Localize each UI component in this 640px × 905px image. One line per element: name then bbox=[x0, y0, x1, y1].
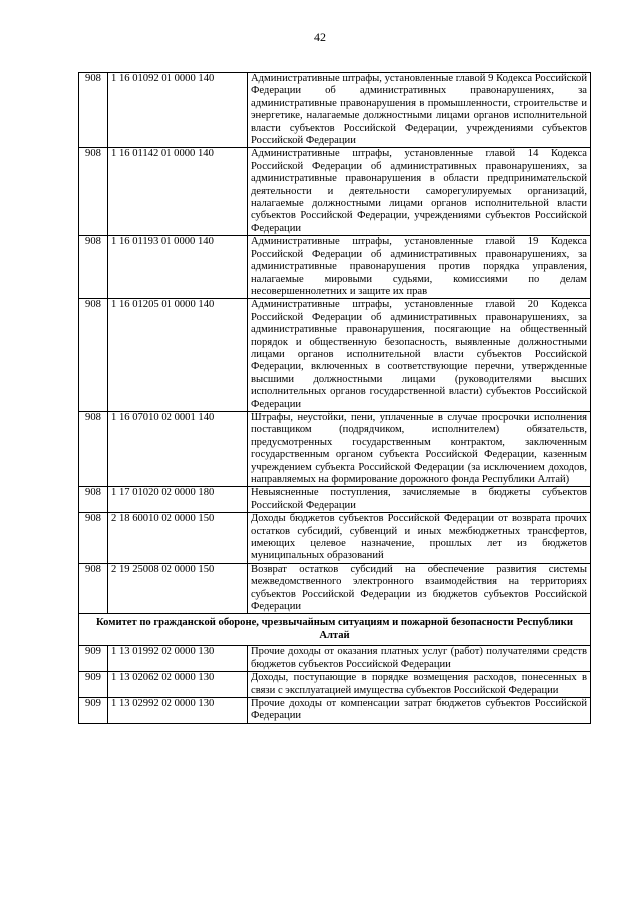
description-cell: Административные штрафы, установленные главой 19 Кодекса Российской Федерации об административных правонарушениях, за административные правонарушения против порядка управления, налагаемые мировыми судьями, комиссиями по делам несовершеннолетних и защите их прав bbox=[248, 236, 591, 299]
description-cell: Возврат остатков субсидий на обеспечение развития системы межведомственного электронного взаимодействия на территориях субъектов Российской Федерации из бюджетов субъектов Российской Федерации bbox=[248, 563, 591, 614]
admin-code-cell: 908 bbox=[79, 148, 108, 236]
admin-code-cell: 908 bbox=[79, 299, 108, 412]
budget-code-cell: 1 16 01092 01 0000 140 bbox=[108, 73, 248, 148]
description-cell: Доходы бюджетов субъектов Российской Федерации от возврата прочих остатков субсидий, субвенций и иных межбюджетных трансфертов, имеющих целевое назначение, прошлых лет из бюджетов муниципальных образований bbox=[248, 513, 591, 564]
table-row bbox=[79, 697, 591, 723]
description-cell: Административные штрафы, установленные главой 14 Кодекса Российской Федерации об административных правонарушениях, за административные правонарушения в области предпринимательской деятельности и деятельности саморегулируемых организаций, налагаемые должностными лицами органов исполнительной власти субъектов Российской Федерации, учреждениями субъектов Российской Федерации bbox=[248, 148, 591, 236]
admin-code-cell: 908 bbox=[79, 236, 108, 299]
table-row bbox=[79, 487, 591, 513]
budget-code-cell: 1 13 02992 02 0000 130 bbox=[108, 697, 248, 723]
budget-revenue-table bbox=[78, 72, 591, 724]
budget-code-cell: 1 13 01992 02 0000 130 bbox=[108, 646, 248, 672]
table-row bbox=[79, 411, 591, 486]
admin-code-cell: 909 bbox=[79, 646, 108, 672]
description-cell: Административные штрафы, установленные главой 9 Кодекса Российской Федерации об административных правонарушениях, за административные правонарушения в промышленности, строительстве и энергетике, налагаемые должностными лицами органов исполнительной власти субъектов Российской Федерации, учреждениями субъектов Российской Федерации bbox=[248, 73, 591, 148]
description-cell: Доходы, поступающие в порядке возмещения расходов, понесенных в связи с эксплуатацией имущества субъектов Российской Федерации bbox=[248, 672, 591, 698]
admin-code-cell: 908 bbox=[79, 411, 108, 486]
description-cell: Административные штрафы, установленные главой 20 Кодекса Российской Федерации об административных правонарушениях, за административные правонарушения, посягающие на общественный порядок и общественную безопасность, выявленные должностными лицами органов исполнительной власти субъектов Российской Федерации, включенных в соответствующие перечни, утвержденные высшими должностными лицами (руководителями высших исполнительных органов государственной власти) субъектов Российской Федерации bbox=[248, 299, 591, 412]
admin-code-cell: 909 bbox=[79, 697, 108, 723]
admin-code-cell: 908 bbox=[79, 513, 108, 564]
budget-code-cell: 1 13 02062 02 0000 130 bbox=[108, 672, 248, 698]
admin-code-cell: 908 bbox=[79, 487, 108, 513]
description-cell: Прочие доходы от оказания платных услуг (работ) получателями средств бюджетов субъектов Российской Федерации bbox=[248, 646, 591, 672]
table-row bbox=[79, 299, 591, 412]
budget-code-cell: 1 17 01020 02 0000 180 bbox=[108, 487, 248, 513]
table-row bbox=[79, 236, 591, 299]
budget-code-cell: 1 16 01205 01 0000 140 bbox=[108, 299, 248, 412]
budget-code-cell: 1 16 07010 02 0001 140 bbox=[108, 411, 248, 486]
section-heading: Комитет по гражданской обороне, чрезвычайным ситуациям и пожарной безопасности Республики Алтай bbox=[79, 614, 591, 646]
budget-code-cell: 2 18 60010 02 0000 150 bbox=[108, 513, 248, 564]
table-row bbox=[79, 646, 591, 672]
section-heading-row bbox=[79, 614, 591, 646]
table-row bbox=[79, 148, 591, 236]
budget-code-cell: 1 16 01142 01 0000 140 bbox=[108, 148, 248, 236]
description-cell: Прочие доходы от компенсации затрат бюджетов субъектов Российской Федерации bbox=[248, 697, 591, 723]
admin-code-cell: 909 bbox=[79, 672, 108, 698]
admin-code-cell: 908 bbox=[79, 563, 108, 614]
table-row bbox=[79, 513, 591, 564]
table-row bbox=[79, 73, 591, 148]
admin-code-cell: 908 bbox=[79, 73, 108, 148]
budget-code-cell: 1 16 01193 01 0000 140 bbox=[108, 236, 248, 299]
budget-code-cell: 2 19 25008 02 0000 150 bbox=[108, 563, 248, 614]
description-cell: Невыясненные поступления, зачисляемые в бюджеты субъектов Российской Федерации bbox=[248, 487, 591, 513]
page-number: 42 bbox=[314, 30, 326, 44]
table-row bbox=[79, 563, 591, 614]
description-cell: Штрафы, неустойки, пени, уплаченные в случае просрочки исполнения поставщиком (подрядчиком, исполнителем) обязательств, предусмотренных государственным контрактом, заключенным государственным органом субъекта Российской Федерации, казенным учреждением субъекта Российской Федерации (за исключением доходов, направляемых на формирование дорожного фонда Республики Алтай) bbox=[248, 411, 591, 486]
table-row bbox=[79, 672, 591, 698]
